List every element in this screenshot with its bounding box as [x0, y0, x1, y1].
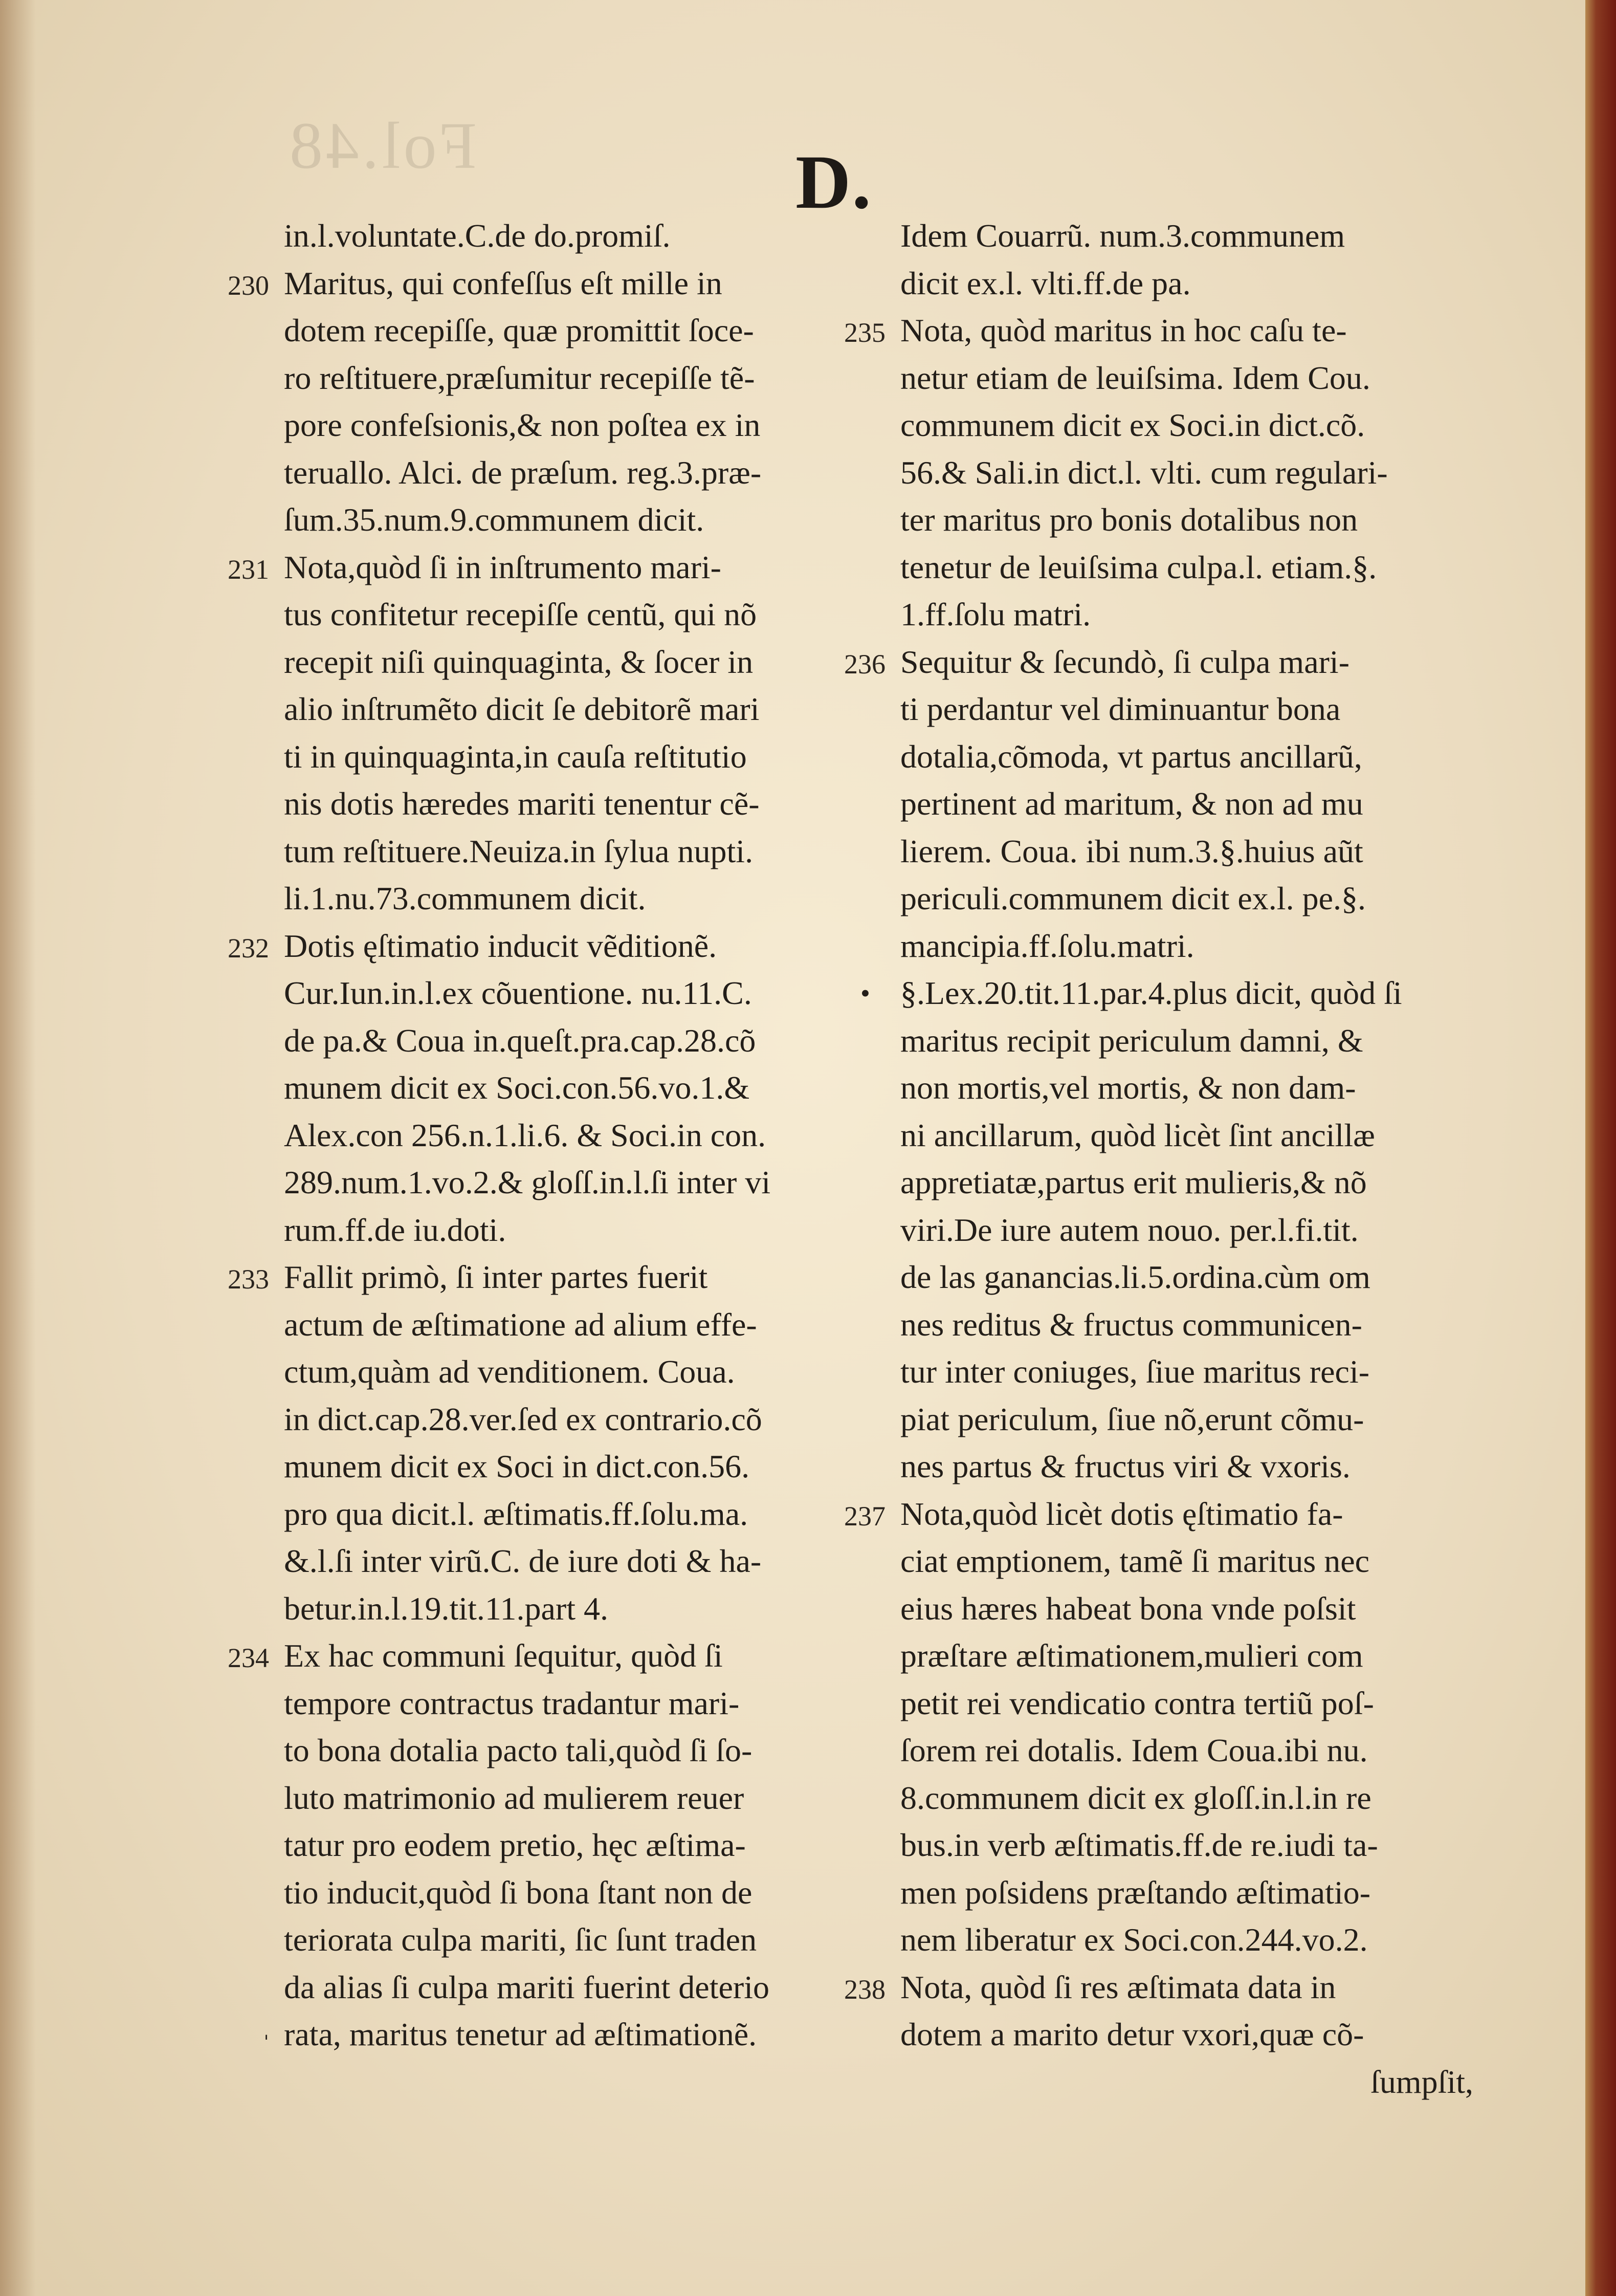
line-text: recepit niſi quinquaginta, & ſocer in: [284, 643, 754, 680]
text-line: [900, 2059, 1473, 2106]
text-line: [284, 1112, 852, 1160]
line-text: periculi.communem dicit ex.l. pe.§.: [900, 880, 1366, 916]
line-text: munem dicit ex Soci in dict.con.56.: [284, 1448, 750, 1484]
text-line: [900, 1207, 1473, 1254]
text-line: [284, 449, 852, 497]
line-text: communem dicit ex Soci.in dict.cõ.: [900, 407, 1365, 443]
line-text: appretiatæ,partus erit mulieris,& nõ: [900, 1164, 1367, 1200]
text-line: [860, 970, 1473, 1017]
line-text: de pa.& Coua in.queſt.pra.cap.28.cõ: [284, 1022, 756, 1059]
line-text: to bona dotalia pacto tali,quòd ſi ſo-: [284, 1732, 752, 1768]
line-text: alio inſtrumẽto dicit ſe debitorẽ mari: [284, 691, 760, 727]
line-text: nem liberatur ex Soci.con.244.vo.2.: [900, 1921, 1368, 1958]
line-text: &.l.ſi inter virũ.C. de iure doti & ha-: [284, 1543, 762, 1579]
line-text: da alias ſi culpa mariti fuerint deterio: [284, 1969, 769, 2005]
line-text: ti in quinquaginta,in cauſa reſtitutio: [284, 738, 747, 775]
text-line: [900, 1775, 1473, 1822]
line-text: Alex.con 256.n.1.li.6. & Soci.in con.: [284, 1117, 766, 1153]
line-text: ter maritus pro bonis dotalibus non: [900, 501, 1358, 538]
line-text: nis dotis hæredes mariti tenentur cẽ-: [284, 785, 760, 822]
signature-mark: D.: [795, 140, 872, 225]
paragraph-number: 237: [844, 1500, 886, 1532]
text-line: [284, 1301, 852, 1349]
text-line: [900, 355, 1473, 402]
line-text: præſtare æſtimationem,mulieri com: [900, 1637, 1363, 1674]
line-text: actum de æſtimatione ad alium effe-: [284, 1306, 757, 1343]
text-line: [900, 686, 1473, 733]
line-text: maritus recipit periculum damni, &: [900, 1022, 1363, 1059]
text-line: [284, 686, 852, 733]
text-line: [900, 260, 1473, 308]
paragraph-number: 233: [228, 1264, 269, 1295]
line-text: rata, maritus tenetur ad æſtimationẽ.: [284, 2016, 757, 2052]
text-line: [900, 1254, 1473, 1301]
line-text: in dict.cap.28.ver.ſed ex contrario.cõ: [284, 1401, 762, 1437]
line-text: tio inducit,quòd ſi bona ſtant non de: [284, 1874, 752, 1911]
line-text: Nota,quòd licèt dotis ęſtimatio fa-: [900, 1495, 1343, 1532]
text-line: [284, 355, 852, 402]
line-text: dotalia,cõmoda, vt partus ancillarũ,: [900, 738, 1362, 775]
text-line: [900, 875, 1473, 923]
line-text: ſorem rei dotalis. Idem Coua.ibi nu.: [900, 1732, 1368, 1768]
line-text: nes partus & fructus viri & vxoris.: [900, 1448, 1351, 1484]
line-text: §.Lex.20.tit.11.par.4.plus dicit, quòd ſi: [900, 975, 1402, 1011]
line-text: 1.ff.ſolu matri.: [900, 596, 1091, 632]
cover-edge: [1585, 0, 1616, 2296]
line-text: li.1.nu.73.communem dicit.: [284, 880, 646, 916]
line-text: dotem a marito detur vxori,quæ cõ-: [900, 2016, 1364, 2052]
line-text: Nota, quòd ſi res æſtimata data in: [900, 1969, 1336, 2005]
text-line: [900, 1064, 1473, 1112]
text-line: [900, 1538, 1473, 1585]
line-text: bus.in verb æſtimatis.ff.de re.iudi ta-: [900, 1827, 1378, 1863]
text-line: [900, 1396, 1473, 1444]
paragraph-number: 231: [228, 554, 269, 585]
text-line: [284, 1443, 852, 1491]
text-line: [900, 1727, 1473, 1775]
text-line: [284, 1348, 852, 1396]
text-line: [284, 1964, 852, 2011]
text-line: [900, 1443, 1473, 1491]
left-column: [228, 212, 852, 2059]
text-line: [284, 1775, 852, 1822]
text-line: [284, 1207, 852, 1254]
line-text: Nota, quòd maritus in hoc caſu te-: [900, 312, 1347, 348]
right-column: [844, 212, 1473, 2106]
text-line: [228, 544, 852, 592]
text-line: [284, 1869, 852, 1917]
text-line: [228, 1632, 852, 1680]
text-line: [284, 1680, 852, 1728]
text-line: [844, 1964, 1473, 2011]
text-line: [284, 1064, 852, 1112]
text-line: [900, 1301, 1473, 1349]
text-line: [900, 1159, 1473, 1207]
line-text: tus confitetur recepiſſe centũ, qui nõ: [284, 596, 757, 632]
line-text: betur.in.l.19.tit.11.part 4.: [284, 1590, 608, 1627]
line-text: 8.communem dicit ex gloſſ.in.l.in re: [900, 1779, 1371, 1816]
text-line: [900, 591, 1473, 639]
line-text: tum reſtituere.Neuiza.in ſylua nupti.: [284, 833, 754, 869]
text-line: [284, 875, 852, 923]
text-line: [284, 212, 852, 260]
line-text: lierem. Coua. ibi num.3.§.huius aũt: [900, 833, 1363, 869]
text-line: [844, 307, 1473, 355]
text-line: [284, 1822, 852, 1869]
line-text: nes reditus & fructus communicen-: [900, 1306, 1362, 1343]
text-line: [284, 1017, 852, 1065]
line-text: de las ganancias.li.5.ordina.cùm om: [900, 1259, 1370, 1295]
line-text: men poſsidens præſtando æſtimatio-: [900, 1874, 1371, 1911]
paragraph-number: 236: [844, 648, 886, 680]
line-text: teriorata culpa mariti, ſic ſunt traden: [284, 1921, 757, 1958]
line-text: pertinent ad maritum, & non ad mu: [900, 785, 1363, 822]
line-text: netur etiam de leuiſsima. Idem Cou.: [900, 359, 1370, 396]
text-line: [284, 1585, 852, 1633]
text-line: [284, 496, 852, 544]
line-text: Dotis ęſtimatio inducit vẽditionẽ.: [284, 927, 717, 964]
text-line: [900, 1916, 1473, 1964]
line-text: viri.De iure autem nouo. per.l.fi.tit.: [900, 1211, 1359, 1248]
line-text: dicit ex.l. vlti.ff.de pa.: [900, 265, 1191, 301]
show-through-folio: Fol.48: [286, 109, 477, 183]
text-line: [900, 780, 1473, 828]
paragraph-number: 238: [844, 1974, 886, 2005]
bullet-mark: •: [860, 978, 870, 1009]
line-text: mancipia.ff.ſolu.matri.: [900, 927, 1194, 964]
line-text: Idem Couarrũ. num.3.communem: [900, 217, 1345, 254]
text-line: [284, 970, 852, 1017]
line-text: dotem recepiſſe, quæ promittit ſoce-: [284, 312, 754, 348]
line-text: luto matrimonio ad mulierem reuer: [284, 1779, 744, 1816]
line-text: Maritus, qui confeſſus eſt mille in: [284, 265, 722, 301]
line-text: ſumpſit,: [1370, 2063, 1473, 2100]
text-line: [284, 1159, 852, 1207]
line-text: 56.& Sali.in dict.l. vlti. cum regulari-: [900, 454, 1388, 491]
line-text: rum.ff.de iu.doti.: [284, 1211, 506, 1248]
binding-shadow: [0, 0, 36, 2296]
text-line: [228, 1254, 852, 1301]
text-line: [900, 212, 1473, 260]
text-line: [900, 402, 1473, 449]
line-text: ti perdantur vel diminuantur bona: [900, 691, 1341, 727]
text-line: [284, 639, 852, 686]
line-text: Ex hac communi ſequitur, quòd ſi: [284, 1637, 723, 1674]
text-line: [844, 1491, 1473, 1538]
line-text: tatur pro eodem pretio, hęc æſtima-: [284, 1827, 746, 1863]
line-text: eius hæres habeat bona vnde poſsit: [900, 1590, 1356, 1627]
line-text: ctum,quàm ad venditionem. Coua.: [284, 1353, 735, 1390]
line-text: piat periculum, ſiue nõ,erunt cõmu-: [900, 1401, 1364, 1437]
text-line: [900, 1017, 1473, 1065]
text-line: [900, 1680, 1473, 1728]
line-text: in.l.voluntate.C.de do.promiſ.: [284, 217, 671, 254]
line-text: Cur.Iun.in.l.ex cõuentione. nu.11.C.: [284, 975, 752, 1011]
line-text: teruallo. Alci. de præſum. reg.3.præ-: [284, 454, 762, 491]
text-line: [284, 1491, 852, 1538]
text-line: [284, 733, 852, 781]
line-text: petit rei vendicatio contra tertiũ poſ-: [900, 1685, 1374, 1721]
line-text: non mortis,vel mortis, & non dam-: [900, 1069, 1356, 1106]
text-line: [900, 1585, 1473, 1633]
margin-tick: ˌ: [263, 2019, 269, 2042]
text-line: [900, 923, 1473, 970]
line-text: Sequitur & ſecundò, ſi culpa mari-: [900, 643, 1349, 680]
line-text: Fallit primò, ſi inter partes fuerit: [284, 1259, 708, 1295]
paragraph-number: 235: [844, 317, 886, 348]
line-text: ro reſtituere,præſumitur recepiſſe tẽ-: [284, 359, 755, 396]
text-line: [284, 1916, 852, 1964]
text-line: [900, 733, 1473, 781]
text-line: [284, 1727, 852, 1775]
text-line: [900, 1112, 1473, 1160]
line-text: tempore contractus tradantur mari-: [284, 1685, 740, 1721]
text-line: [284, 402, 852, 449]
line-text: tur inter coniuges, ſiue maritus reci-: [900, 1353, 1370, 1390]
text-line: [900, 449, 1473, 497]
text-line: [900, 1822, 1473, 1869]
line-text: 289.num.1.vo.2.& gloſſ.in.l.ſi inter vi: [284, 1164, 771, 1200]
text-line: [900, 496, 1473, 544]
paragraph-number: 232: [228, 932, 269, 964]
text-line: [284, 780, 852, 828]
text-line: [228, 923, 852, 970]
line-text: ciat emptionem, tamẽ ſi maritus nec: [900, 1543, 1370, 1579]
line-text: pore confeſsionis,& non poſtea ex in: [284, 407, 761, 443]
text-line: [284, 1538, 852, 1585]
text-line: [284, 2011, 852, 2059]
text-line: [284, 828, 852, 876]
text-line: [900, 544, 1473, 592]
text-line: [900, 1632, 1473, 1680]
line-text: Nota,quòd ſi in inſtrumento mari-: [284, 549, 721, 585]
line-text: ſum.35.num.9.communem dicit.: [284, 501, 704, 538]
text-line: [900, 2011, 1473, 2059]
text-line: [900, 1348, 1473, 1396]
text-line: [228, 260, 852, 308]
text-line: [284, 1396, 852, 1444]
text-line: [844, 639, 1473, 686]
text-line: [284, 307, 852, 355]
line-text: pro qua dicit.l. æſtimatis.ff.ſolu.ma.: [284, 1495, 748, 1532]
paragraph-number: 230: [228, 270, 269, 301]
text-line: [900, 828, 1473, 876]
paragraph-number: 234: [228, 1643, 269, 1673]
text-line: [284, 591, 852, 639]
text-line: [900, 1869, 1473, 1917]
line-text: munem dicit ex Soci.con.56.vo.1.&: [284, 1069, 750, 1106]
line-text: ni ancillarum, quòd licèt ſint ancillæ: [900, 1117, 1375, 1153]
line-text: tenetur de leuiſsima culpa.l. etiam.§.: [900, 549, 1377, 585]
